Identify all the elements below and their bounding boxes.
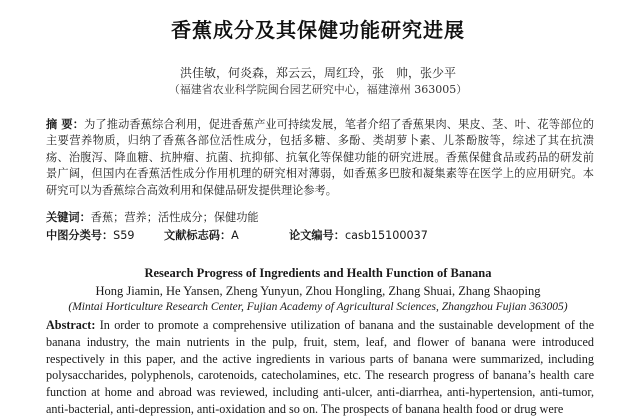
abstract-en-label: Abstract: <box>46 318 96 332</box>
clc-number <box>46 228 134 244</box>
keywords-cn-text: 香蕉；营养；活性成分；保健功能 <box>90 211 259 224</box>
paper-number-value: casb15100037 <box>344 229 428 242</box>
abstract-en-text: In order to promote a comprehensive utilization of banana and the sustainable development of the banana industry, the main nutrients in the pulp, fruit, stem, leaf, and flower of banana were introduced respectively in this paper, and the active ingredients in various parts of banana were summarized, including polysaccharides, polyphenols, carotenoids, catecholamines, etc. The research progress of banana’s health care function at home and abroad was reviewed, including anti-ulcer, anti-diarrhea, anti-hypertension, anti-tumor, anti-bacterial, anti-depression, anti-oxidation and so on. The prospects of banana health food or drug were <box>46 318 594 416</box>
doc-code <box>164 228 239 244</box>
clc-value: S59 <box>113 229 135 242</box>
clc-label: 中图分类号： <box>46 229 114 242</box>
affiliation-cn: （福建省农业科学院闽台园艺研究中心，福建漳州 363005） <box>168 83 468 96</box>
abstract-cn <box>46 117 594 199</box>
abstract-en <box>46 317 594 418</box>
keywords-cn-label: 关键词： <box>46 211 91 224</box>
affiliation-en: (Mintai Horticulture Research Center, Fujian Academy of Agricultural Sciences, Zhangzhou Fujian 363005) <box>68 301 568 313</box>
doc-code-value: A <box>231 229 239 242</box>
keywords-cn <box>46 210 259 226</box>
paper-title-en: Research Progress of Ingredients and Health Function of Banana <box>144 266 492 280</box>
authors-cn: 洪佳敏，何炎森，郑云云，周红玲，张 帅，张少平 <box>179 66 456 80</box>
paper-number <box>289 228 428 244</box>
paper-number-label: 论文编号： <box>289 229 345 242</box>
abstract-cn-text: 为了推动香蕉综合利用，促进香蕉产业可持续发展，笔者介绍了香蕉果肉、果皮、茎、叶、花等部位的主要营养物质，归纳了香蕉各部位活性成分，包括多糖、多酚、类胡萝卜素、儿茶酚胺等，综述了其在抗溃疡、治腹泻、降血糖、抗肿瘤、抗菌、抗抑郁、抗氧化等保健功能的研究进展。香蕉保健食品或药品的研发前景广阔，但国内在香蕉活性成分作用机理的研究相对薄弱，如香蕉多巴胺和凝集素等在医学上的应用研究。本研究可以为香蕉综合高效利用和保健品研发提供理论参考。 <box>46 118 594 197</box>
authors-en: Hong Jiamin, He Yansen, Zheng Yunyun, Zhou Hongling, Zhang Shuai, Zhang Shaoping <box>95 284 541 298</box>
abstract-cn-label: 摘 要： <box>46 118 85 131</box>
doc-code-label: 文献标志码： <box>164 229 232 242</box>
paper-title-cn: 香蕉成分及其保健功能研究进展 <box>171 18 465 42</box>
